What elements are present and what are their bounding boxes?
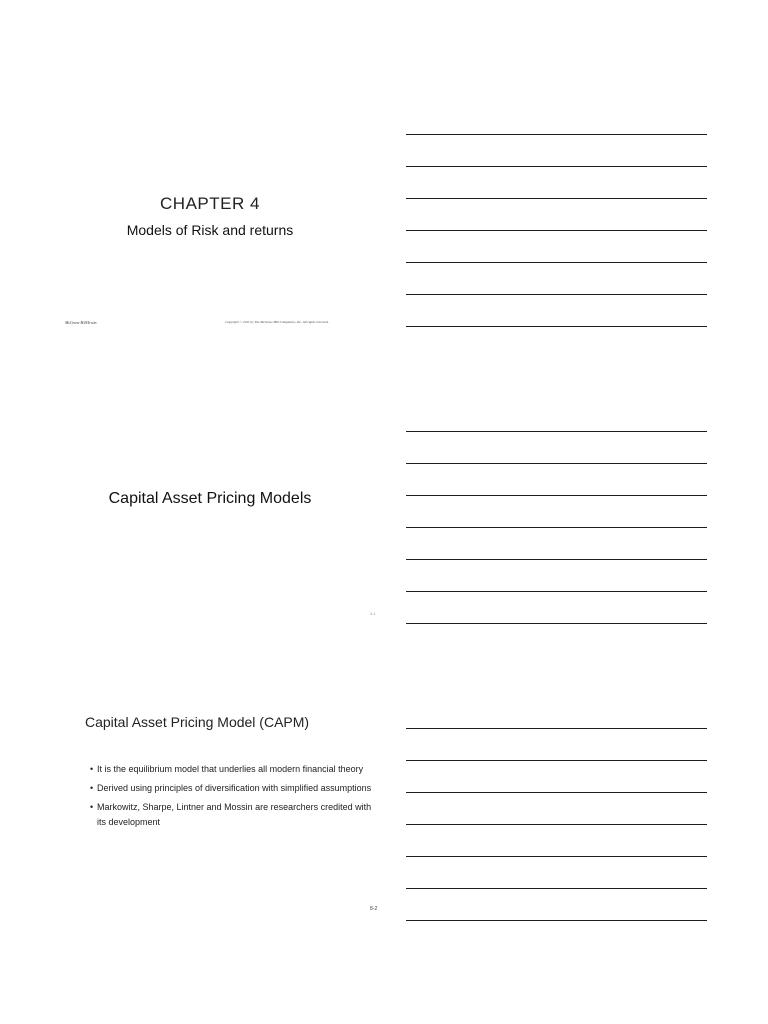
slide-3 — [40, 0, 380, 930]
note-line — [406, 888, 707, 889]
bullet-list — [90, 762, 380, 834]
note-line — [406, 262, 707, 263]
note-line — [406, 760, 707, 761]
note-line — [406, 463, 707, 464]
publisher-footer: McGraw-Hill/Irwin — [65, 320, 97, 325]
bullet-item: • Derived using principles of diversification with simplified assumptions — [90, 781, 380, 796]
note-line — [406, 134, 707, 135]
slide-subtitle: Models of Risk and returns — [126, 222, 294, 238]
bullet-item: • It is the equilibrium model that underlies all modern financial theory — [90, 762, 380, 777]
note-line — [406, 198, 707, 199]
note-line — [406, 495, 707, 496]
note-line — [406, 792, 707, 793]
note-line — [406, 856, 707, 857]
note-line — [406, 326, 707, 327]
note-line — [406, 591, 707, 592]
note-line — [406, 230, 707, 231]
slide-number: 4-1 — [370, 611, 376, 616]
slide-title: Capital Asset Pricing Model (CAPM) — [85, 714, 310, 730]
slide-title: Capital Asset Pricing Models — [108, 490, 312, 507]
slide-title: CHAPTER 4 — [160, 194, 260, 213]
slide-number: 8-2 — [370, 906, 378, 912]
note-line — [406, 527, 707, 528]
note-line — [406, 431, 707, 432]
copyright-footer: Copyright © 2011 by The McGraw-Hill Companies, Inc. All rights reserved. — [225, 320, 329, 324]
note-line — [406, 294, 707, 295]
note-line — [406, 920, 707, 921]
note-line — [406, 623, 707, 624]
bullet-item: • Markowitz, Sharpe, Lintner and Mossin are researchers credited with its development — [90, 800, 380, 830]
note-line — [406, 559, 707, 560]
note-line — [406, 824, 707, 825]
note-line — [406, 166, 707, 167]
note-line — [406, 728, 707, 729]
